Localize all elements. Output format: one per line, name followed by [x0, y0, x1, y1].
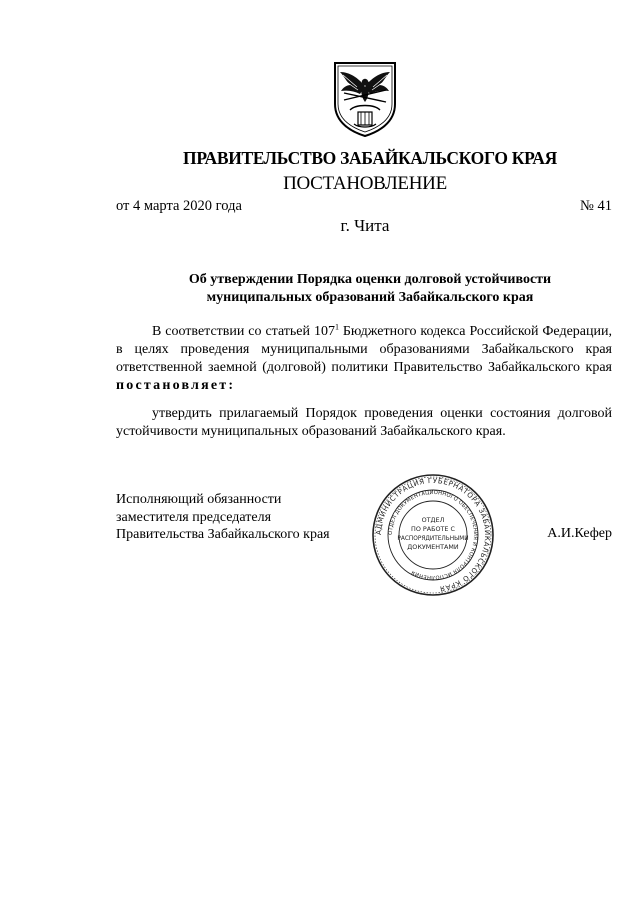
- stamp-center-line-3: РАСПОРЯДИТЕЛЬНЫМИ: [397, 536, 469, 542]
- p2-text: утвердить прилагаемый Порядок проведения оценки состояния долговой устойчивости муниципальных образований Забайкальского края.: [116, 406, 612, 439]
- signer-position: [116, 491, 330, 544]
- article-superscript: 1: [334, 322, 339, 332]
- body-paragraph-2: [116, 405, 612, 441]
- document-type: ПОСТАНОВЛЕНИЕ: [283, 173, 447, 194]
- stamp-center-line-4: ДОКУМЕНТАМИ: [407, 543, 459, 551]
- stamp-outer-text: АДМИНИСТРАЦИЯ ГУБЕРНАТОРА ЗАБАЙКАЛЬСКОГО КРАЯ: [374, 476, 492, 593]
- signer-line-3: Правительства Забайкальского края: [116, 527, 330, 542]
- signer-line-1: Исполняющий обязанности: [116, 492, 282, 507]
- signer-name: А.И.Кефер: [547, 526, 612, 541]
- stamp-middle-text: ОТДЕЛ ДОКУМЕНТАЦИОННОГО ОБЕСПЕЧЕНИЯ И КОНТРОЛЯ ИСПОЛНЕНИЯ: [387, 489, 479, 581]
- document-city: г. Чита: [340, 216, 390, 235]
- round-seal-icon: [371, 473, 495, 597]
- subject-line-1: Об утверждении Порядка оценки долговой устойчивости: [188, 272, 552, 287]
- decree-word: постановляет:: [116, 378, 236, 393]
- document-number: № 41: [580, 198, 612, 214]
- document-subject: [150, 271, 590, 307]
- stamp-center-line-2: ПО РАБОТЕ С: [411, 525, 455, 533]
- p1-text-start: В соответствии со статьей 107: [152, 324, 335, 339]
- document-date: от 4 марта 2020 года: [116, 198, 242, 214]
- signer-line-2: заместителя председателя: [116, 509, 272, 525]
- coat-of-arms-eagle-icon: [332, 60, 398, 138]
- government-title: ПРАВИТЕЛЬСТВО ЗАБАЙКАЛЬСКОГО КРАЯ: [183, 148, 557, 168]
- subject-line-2: муниципальных образований Забайкальского края: [206, 290, 534, 305]
- stamp-center-line-1: ОТДЕЛ: [421, 516, 445, 524]
- body-paragraph-1: [116, 323, 612, 395]
- p1-text-rest: Бюджетного кодекса Российской Федерации, в целях проведения муниципальными образованиями Забайкальского края ответственной заемной (долговой) политики Правительство Забайкальского края: [116, 324, 612, 375]
